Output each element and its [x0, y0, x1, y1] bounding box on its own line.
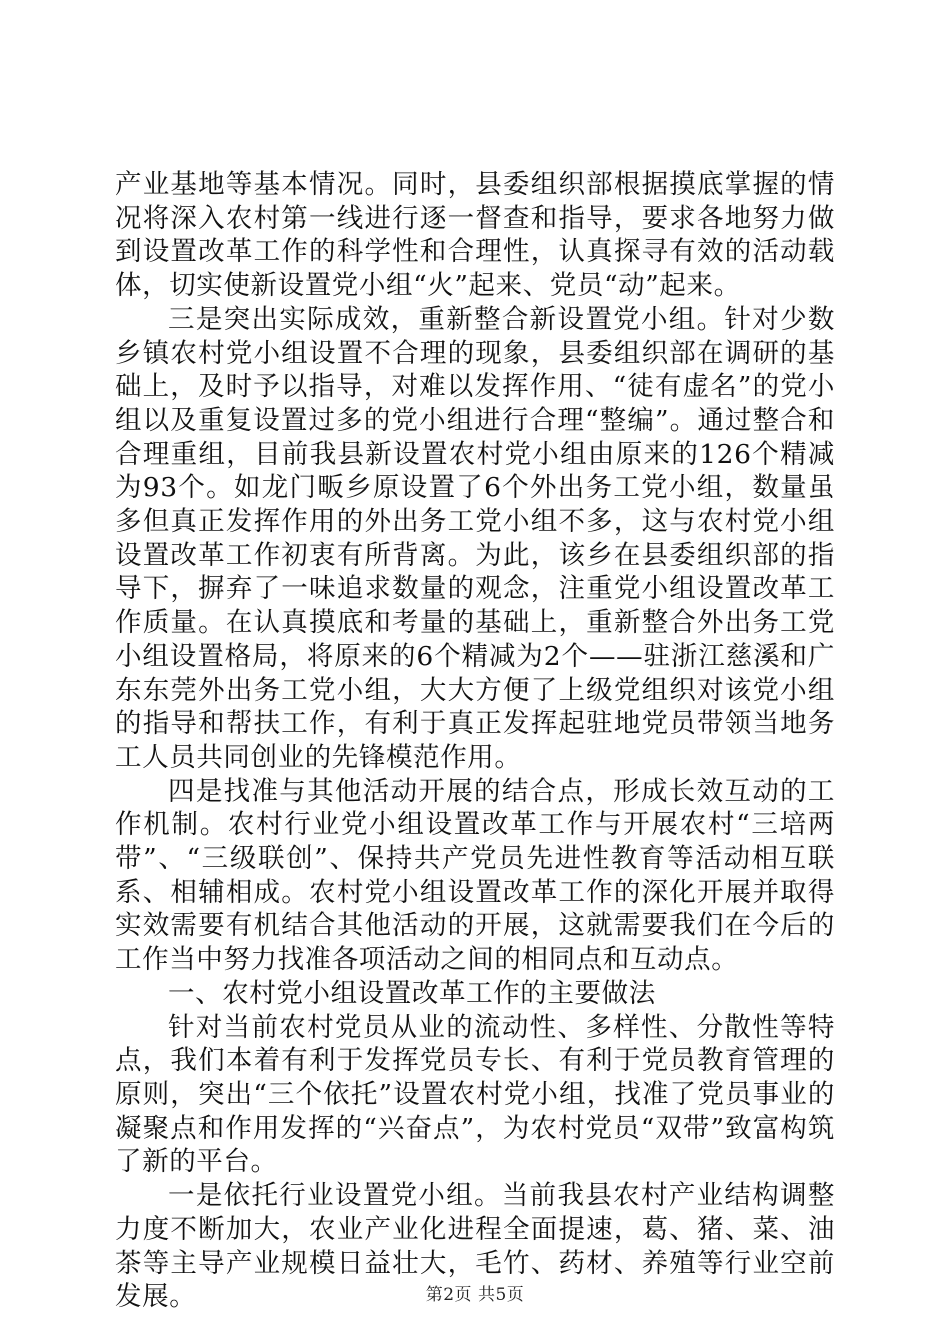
page-number-footer: 第2页 共5页 — [425, 1285, 525, 1305]
paragraph-point-one: 一是依托行业设置党小组。当前我县农村产业结构调整力度不断加大，农业产业化进程全面提速，葛、猪、菜、油茶等主导产业规模日益壮大，毛竹、药材、养殖等行业空前发展。 — [115, 1180, 835, 1313]
paragraph-intro: 针对当前农村党员从业的流动性、多样性、分散性等特点，我们本着有利于发挥党员专长、有利于党员教育管理的原则，突出“三个依托”设置农村党小组，找准了党员事业的凝聚点和作用发挥的“兴奋点”，为农村党员“双带”致富构筑了新的平台。 — [115, 1011, 835, 1178]
document-body — [115, 168, 835, 1314]
paragraph-continuation: 产业基地等基本情况。同时，县委组织部根据摸底掌握的情况将深入农村第一线进行逐一督查和指导，要求各地努力做到设置改革工作的科学性和合理性，认真探寻有效的活动载体，切实使新设置党小组“火”起来、党员“动”起来。 — [115, 169, 835, 302]
paragraph-point-four: 四是找准与其他活动开展的结合点，形成长效互动的工作机制。农村行业党小组设置改革工作与开展农村“三培两带”、“三级联创”、保持共产党员先进性教育等活动相互联系、相辅相成。农村党小组设置改革工作的深化开展并取得实效需要有机结合其他活动的开展，这就需要我们在今后的工作当中努力找准各项活动之间的相同点和互动点。 — [115, 775, 835, 976]
section-heading: 一、农村党小组设置改革工作的主要做法 — [168, 977, 656, 1009]
paragraph-point-three: 三是突出实际成效，重新整合新设置党小组。针对少数乡镇农村党小组设置不合理的现象，县委组织部在调研的基础上，及时予以指导，对难以发挥作用、“徒有虚名”的党小组以及重复设置过多的党小组进行合理“整编”。通过整合和合理重组，目前我县新设置农村党小组由原来的126个精减为93个。如龙门畈乡原设置了6个外出务工党小组，数量虽多但真正发挥作用的外出务工党小组不多，这与农村党小组设置改革工作初衷有所背离。为此，该乡在县委组织部的指导下，摒弃了一味追求数量的观念，注重党小组设置改革工作质量。在认真摸底和考量的基础上，重新整合外出务工党小组设置格局，将原来的6个精减为2个——驻浙江慈溪和广东东莞外出务工党小组，大大方便了上级党组织对该党小组的指导和帮扶工作，有利于真正发挥起驻地党员带领当地务工人员共同创业的先锋模范作用。 — [115, 303, 835, 773]
